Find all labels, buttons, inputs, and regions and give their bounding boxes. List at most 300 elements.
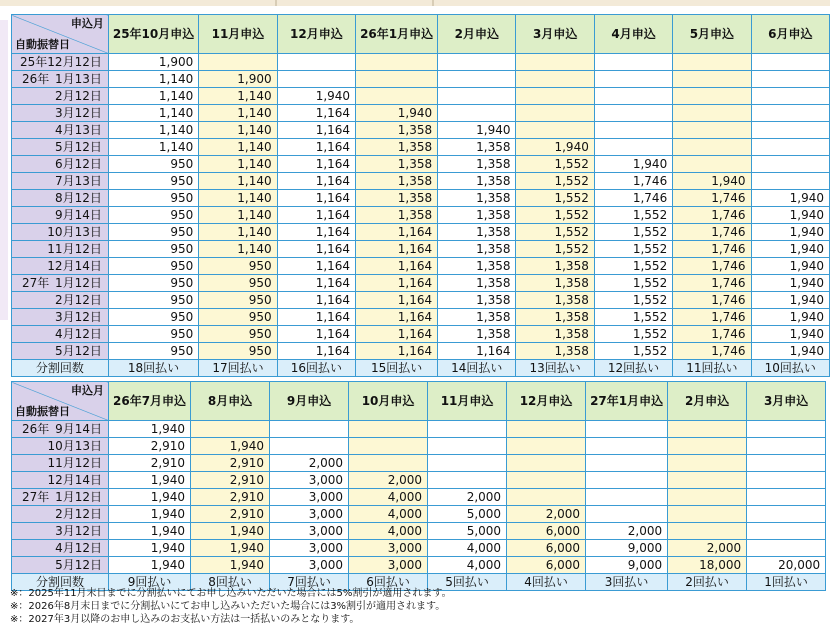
amount-cell: 1,164 [356, 309, 438, 326]
amount-cell: 1,552 [594, 258, 672, 275]
amount-cell: 1,164 [277, 156, 355, 173]
amount-cell [438, 88, 516, 105]
amount-cell: 950 [199, 343, 277, 360]
amount-cell [191, 421, 270, 438]
amount-cell: 1,746 [673, 241, 751, 258]
amount-cell: 950 [199, 258, 277, 275]
amount-cell: 1,358 [516, 309, 594, 326]
amount-cell [594, 88, 672, 105]
corner-header-cell [12, 15, 109, 54]
table-row [12, 71, 830, 88]
amount-cell: 1,358 [438, 207, 516, 224]
amount-cell [751, 71, 829, 88]
amount-cell [507, 489, 586, 506]
row-date-label: 11月12日 [47, 456, 102, 470]
installment-count-cell: 2回払い [668, 574, 747, 591]
row-date-label: 9月14日 [55, 422, 102, 436]
amount-cell: 1,358 [438, 275, 516, 292]
row-year-label: 27年 [22, 276, 50, 290]
row-date-label: 3月12日 [54, 310, 102, 324]
row-date-label: 5月12日 [55, 558, 102, 572]
row-date-label: 6月12日 [54, 157, 102, 171]
amount-cell: 1,164 [356, 258, 438, 275]
amount-cell: 1,940 [751, 292, 829, 309]
table-row [12, 190, 830, 207]
amount-cell: 950 [108, 224, 198, 241]
amount-cell: 950 [108, 309, 198, 326]
amount-cell: 950 [108, 343, 198, 360]
amount-cell [199, 54, 277, 71]
row-date-cell [12, 71, 109, 88]
row-date-cell [12, 54, 109, 71]
amount-cell [594, 105, 672, 122]
top-decoration-strip [0, 0, 830, 6]
amount-cell: 1,164 [277, 241, 355, 258]
installment-count-cell: 3回払い [586, 574, 668, 591]
table-row [12, 241, 830, 258]
amount-cell [277, 54, 355, 71]
amount-cell: 1,940 [751, 224, 829, 241]
row-date-label: 12月14日 [47, 259, 102, 273]
amount-cell: 1,940 [594, 156, 672, 173]
table-row [12, 54, 830, 71]
amount-cell: 1,164 [277, 292, 355, 309]
row-date-label: 11月12日 [47, 242, 102, 256]
amount-cell [516, 54, 594, 71]
amount-cell: 1,940 [109, 557, 191, 574]
amount-cell: 6,000 [507, 557, 586, 574]
amount-cell [594, 122, 672, 139]
table-row [12, 156, 830, 173]
amount-cell [673, 139, 751, 156]
amount-cell: 1,164 [356, 292, 438, 309]
amount-cell: 950 [108, 173, 198, 190]
row-date-cell [12, 224, 109, 241]
row-date-label: 7月13日 [54, 174, 102, 188]
amount-cell [507, 421, 586, 438]
column-header: 2月申込 [668, 382, 747, 421]
amount-cell: 1,940 [751, 326, 829, 343]
table-row [12, 88, 830, 105]
amount-cell [594, 54, 672, 71]
row-date-cell [12, 88, 109, 105]
amount-cell: 1,358 [356, 190, 438, 207]
row-date-cell [12, 523, 109, 540]
amount-cell: 1,164 [277, 326, 355, 343]
footnote: ※：2027年3月以降のお申し込みのお支払い方法は一括払いのみとなります。 [10, 614, 360, 625]
installment-table-1 [11, 14, 830, 377]
amount-cell [507, 455, 586, 472]
header-row [12, 15, 830, 54]
amount-cell: 1,358 [438, 173, 516, 190]
amount-cell: 1,552 [594, 326, 672, 343]
amount-cell: 1,358 [438, 326, 516, 343]
amount-cell: 1,552 [594, 292, 672, 309]
amount-cell: 1,552 [516, 207, 594, 224]
amount-cell [356, 88, 438, 105]
row-date-cell [12, 506, 109, 523]
installment-table-2 [11, 381, 826, 591]
amount-cell: 1,552 [516, 156, 594, 173]
amount-cell: 1,164 [277, 105, 355, 122]
amount-cell: 1,746 [673, 190, 751, 207]
amount-cell: 1,746 [673, 258, 751, 275]
amount-cell: 1,140 [108, 122, 198, 139]
row-date-cell [12, 275, 109, 292]
amount-cell: 2,000 [586, 523, 668, 540]
amount-cell: 1,358 [356, 139, 438, 156]
amount-cell [594, 71, 672, 88]
row-date-cell [12, 190, 109, 207]
amount-cell: 1,358 [438, 309, 516, 326]
amount-cell [428, 455, 507, 472]
amount-cell: 1,140 [199, 173, 277, 190]
table-row [12, 455, 826, 472]
amount-cell [668, 489, 747, 506]
amount-cell: 1,164 [277, 309, 355, 326]
amount-cell: 1,552 [594, 309, 672, 326]
amount-cell: 1,940 [109, 472, 191, 489]
amount-cell: 1,940 [191, 438, 270, 455]
amount-cell: 950 [108, 241, 198, 258]
amount-cell [747, 455, 826, 472]
amount-cell: 1,552 [516, 173, 594, 190]
amount-cell: 2,000 [507, 506, 586, 523]
amount-cell: 1,940 [751, 343, 829, 360]
table-row [12, 173, 830, 190]
amount-cell: 1,358 [438, 190, 516, 207]
row-date-cell [12, 421, 109, 438]
amount-cell: 2,910 [191, 489, 270, 506]
table-row [12, 224, 830, 241]
row-date-label: 1月12日 [54, 276, 102, 290]
amount-cell [747, 506, 826, 523]
amount-cell: 1,140 [199, 105, 277, 122]
column-header: 6月申込 [751, 15, 829, 54]
column-header: 12月申込 [277, 15, 355, 54]
amount-cell: 1,164 [438, 343, 516, 360]
amount-cell: 950 [199, 309, 277, 326]
amount-cell [356, 54, 438, 71]
amount-cell: 950 [199, 275, 277, 292]
amount-cell: 5,000 [428, 506, 507, 523]
amount-cell: 1,164 [277, 173, 355, 190]
amount-cell [747, 421, 826, 438]
amount-cell [586, 472, 668, 489]
amount-cell: 1,358 [438, 258, 516, 275]
row-date-label: 1月12日 [55, 490, 102, 504]
amount-cell: 1,358 [438, 156, 516, 173]
installment-count-cell: 14回払い [438, 360, 516, 377]
amount-cell [751, 88, 829, 105]
amount-cell [747, 523, 826, 540]
row-date-label: 4月12日 [54, 327, 102, 341]
amount-cell: 1,140 [199, 207, 277, 224]
amount-cell [668, 455, 747, 472]
table-row [12, 506, 826, 523]
amount-cell [356, 71, 438, 88]
amount-cell: 1,140 [199, 122, 277, 139]
column-header: 26年1月申込 [356, 15, 438, 54]
amount-cell [516, 122, 594, 139]
amount-cell [668, 438, 747, 455]
amount-cell [507, 438, 586, 455]
amount-cell: 1,140 [199, 88, 277, 105]
table-row [12, 472, 826, 489]
amount-cell: 4,000 [428, 540, 507, 557]
amount-cell: 1,552 [594, 224, 672, 241]
row-date-label: 4月12日 [55, 541, 102, 555]
header-row [12, 382, 826, 421]
amount-cell: 950 [108, 275, 198, 292]
amount-cell: 1,940 [673, 173, 751, 190]
row-date-label: 5月12日 [54, 344, 102, 358]
row-date-label: 10月13日 [47, 225, 102, 239]
row-year-label: 26年 [22, 422, 50, 436]
amount-cell: 2,910 [191, 472, 270, 489]
amount-cell [668, 421, 747, 438]
amount-cell: 2,910 [109, 438, 191, 455]
amount-cell [586, 438, 668, 455]
amount-cell: 4,000 [349, 489, 428, 506]
amount-cell: 1,746 [673, 275, 751, 292]
footnotes [10, 587, 452, 626]
left-decoration-strip [0, 20, 8, 320]
table-row [12, 421, 826, 438]
amount-cell: 3,000 [270, 489, 349, 506]
row-date-cell [12, 258, 109, 275]
installment-count-cell: 9回払い [109, 574, 191, 591]
corner-label-date: 自動振替日 [15, 38, 70, 51]
amount-cell: 4,000 [349, 506, 428, 523]
amount-cell [438, 71, 516, 88]
amount-cell [516, 71, 594, 88]
amount-cell [747, 472, 826, 489]
amount-cell: 1,164 [356, 326, 438, 343]
amount-cell [438, 105, 516, 122]
amount-cell: 1,746 [673, 207, 751, 224]
amount-cell [428, 472, 507, 489]
column-header: 3月申込 [747, 382, 826, 421]
amount-cell: 4,000 [428, 557, 507, 574]
amount-cell: 1,164 [356, 275, 438, 292]
row-date-cell [12, 455, 109, 472]
corner-label-date: 自動振替日 [15, 405, 70, 418]
amount-cell: 1,746 [673, 309, 751, 326]
installment-count-cell: 12回払い [594, 360, 672, 377]
amount-cell: 1,552 [594, 275, 672, 292]
amount-cell: 1,164 [356, 343, 438, 360]
installment-count-cell: 13回払い [516, 360, 594, 377]
amount-cell: 1,140 [199, 241, 277, 258]
amount-cell [586, 455, 668, 472]
amount-cell: 1,940 [109, 421, 191, 438]
row-date-cell [12, 173, 109, 190]
amount-cell [747, 489, 826, 506]
amount-cell [751, 122, 829, 139]
row-date-label: 9月14日 [54, 208, 102, 222]
installment-count-cell: 11回払い [673, 360, 751, 377]
table-row [12, 122, 830, 139]
amount-cell: 1,358 [356, 207, 438, 224]
row-date-cell [12, 489, 109, 506]
column-header: 12月申込 [507, 382, 586, 421]
amount-cell: 1,358 [516, 343, 594, 360]
amount-cell [349, 421, 428, 438]
amount-cell: 950 [108, 326, 198, 343]
amount-cell: 1,164 [277, 258, 355, 275]
row-date-label: 10月13日 [47, 439, 102, 453]
row-date-cell [12, 472, 109, 489]
table-row [12, 489, 826, 506]
amount-cell: 1,940 [751, 190, 829, 207]
amount-cell [428, 438, 507, 455]
amount-cell [668, 472, 747, 489]
amount-cell: 1,164 [356, 241, 438, 258]
amount-cell: 1,358 [516, 258, 594, 275]
amount-cell: 1,940 [516, 139, 594, 156]
row-year-label: 27年 [22, 490, 50, 504]
amount-cell: 1,140 [199, 224, 277, 241]
amount-cell: 4,000 [349, 523, 428, 540]
amount-cell: 3,000 [349, 557, 428, 574]
amount-cell: 1,552 [516, 224, 594, 241]
amount-cell: 1,358 [438, 292, 516, 309]
row-date-cell [12, 326, 109, 343]
amount-cell: 1,358 [356, 156, 438, 173]
installment-count-cell: 16回払い [277, 360, 355, 377]
column-header: 2月申込 [438, 15, 516, 54]
amount-cell: 1,164 [277, 275, 355, 292]
table-row [12, 207, 830, 224]
amount-cell: 1,940 [277, 88, 355, 105]
amount-cell: 1,358 [356, 122, 438, 139]
amount-cell: 1,940 [109, 489, 191, 506]
installment-count-cell: 18回払い [108, 360, 198, 377]
row-date-label: 2月12日 [54, 89, 102, 103]
amount-cell [349, 438, 428, 455]
amount-cell: 1,164 [277, 190, 355, 207]
amount-cell [751, 139, 829, 156]
amount-cell [751, 173, 829, 190]
column-header: 11月申込 [199, 15, 277, 54]
amount-cell: 950 [108, 156, 198, 173]
amount-cell [428, 421, 507, 438]
amount-cell: 3,000 [270, 540, 349, 557]
installment-count-cell: 1回払い [747, 574, 826, 591]
installment-count-cell: 7回払い [270, 574, 349, 591]
amount-cell: 3,000 [270, 472, 349, 489]
amount-cell: 2,000 [270, 455, 349, 472]
amount-cell: 1,940 [751, 309, 829, 326]
amount-cell: 1,140 [108, 88, 198, 105]
corner-header-cell [12, 382, 109, 421]
amount-cell: 1,164 [277, 139, 355, 156]
installment-count-cell: 15回払い [356, 360, 438, 377]
footnote: ※：2025年11月末日までに分割払いにてお申し込みいただいた場合には5%割引が適用されます。 [10, 588, 452, 599]
amount-cell: 1,746 [673, 326, 751, 343]
amount-cell [349, 455, 428, 472]
amount-cell: 1,746 [673, 343, 751, 360]
table-row [12, 326, 830, 343]
amount-cell: 3,000 [270, 506, 349, 523]
amount-cell: 1,140 [108, 105, 198, 122]
amount-cell: 3,000 [349, 540, 428, 557]
column-header: 8月申込 [191, 382, 270, 421]
amount-cell: 2,910 [109, 455, 191, 472]
row-date-cell [12, 557, 109, 574]
amount-cell: 1,940 [751, 275, 829, 292]
table-row [12, 292, 830, 309]
amount-cell: 1,552 [594, 207, 672, 224]
row-date-cell [12, 207, 109, 224]
amount-cell: 9,000 [586, 540, 668, 557]
installment-count-cell: 10回払い [751, 360, 829, 377]
row-date-cell [12, 438, 109, 455]
table-row [12, 343, 830, 360]
amount-cell: 2,000 [668, 540, 747, 557]
table-row [12, 438, 826, 455]
amount-cell: 20,000 [747, 557, 826, 574]
amount-cell: 1,358 [516, 275, 594, 292]
amount-cell: 1,746 [673, 224, 751, 241]
installment-count-cell: 4回払い [507, 574, 586, 591]
column-header: 3月申込 [516, 15, 594, 54]
strip-divider [432, 0, 434, 6]
amount-cell [751, 105, 829, 122]
amount-cell: 1,140 [108, 139, 198, 156]
amount-cell: 1,164 [356, 224, 438, 241]
row-date-label: 1月13日 [54, 72, 102, 86]
table-row [12, 557, 826, 574]
row-date-cell [12, 156, 109, 173]
amount-cell [507, 472, 586, 489]
row-date-label: 4月13日 [54, 123, 102, 137]
installment-count-cell: 8回払い [191, 574, 270, 591]
table-row [12, 523, 826, 540]
corner-label-month: 申込月 [71, 384, 104, 397]
amount-cell: 1,164 [277, 207, 355, 224]
amount-cell: 3,000 [270, 557, 349, 574]
row-date-label: 3月12日 [55, 524, 102, 538]
amount-cell: 1,940 [751, 258, 829, 275]
row-date-cell [12, 122, 109, 139]
amount-cell: 3,000 [270, 523, 349, 540]
row-year-label: 26年 [22, 72, 50, 86]
amount-cell: 1,358 [438, 139, 516, 156]
amount-cell: 9,000 [586, 557, 668, 574]
column-header: 11月申込 [428, 382, 507, 421]
amount-cell [668, 523, 747, 540]
amount-cell: 6,000 [507, 523, 586, 540]
row-date-label: 12月14日 [47, 473, 102, 487]
amount-cell: 1,358 [356, 173, 438, 190]
amount-cell [438, 54, 516, 71]
amount-cell: 1,900 [108, 54, 198, 71]
amount-cell: 1,552 [516, 190, 594, 207]
row-date-label: 2月12日 [55, 507, 102, 521]
amount-cell [673, 54, 751, 71]
amount-cell [277, 71, 355, 88]
amount-cell: 950 [108, 292, 198, 309]
footer-label-cell: 分割回数 [12, 360, 109, 377]
row-date-cell [12, 540, 109, 557]
table-row [12, 258, 830, 275]
amount-cell: 2,910 [191, 455, 270, 472]
installment-count-cell: 6回払い [349, 574, 428, 591]
row-date-label: 3月12日 [54, 106, 102, 120]
column-header: 26年7月申込 [109, 382, 191, 421]
